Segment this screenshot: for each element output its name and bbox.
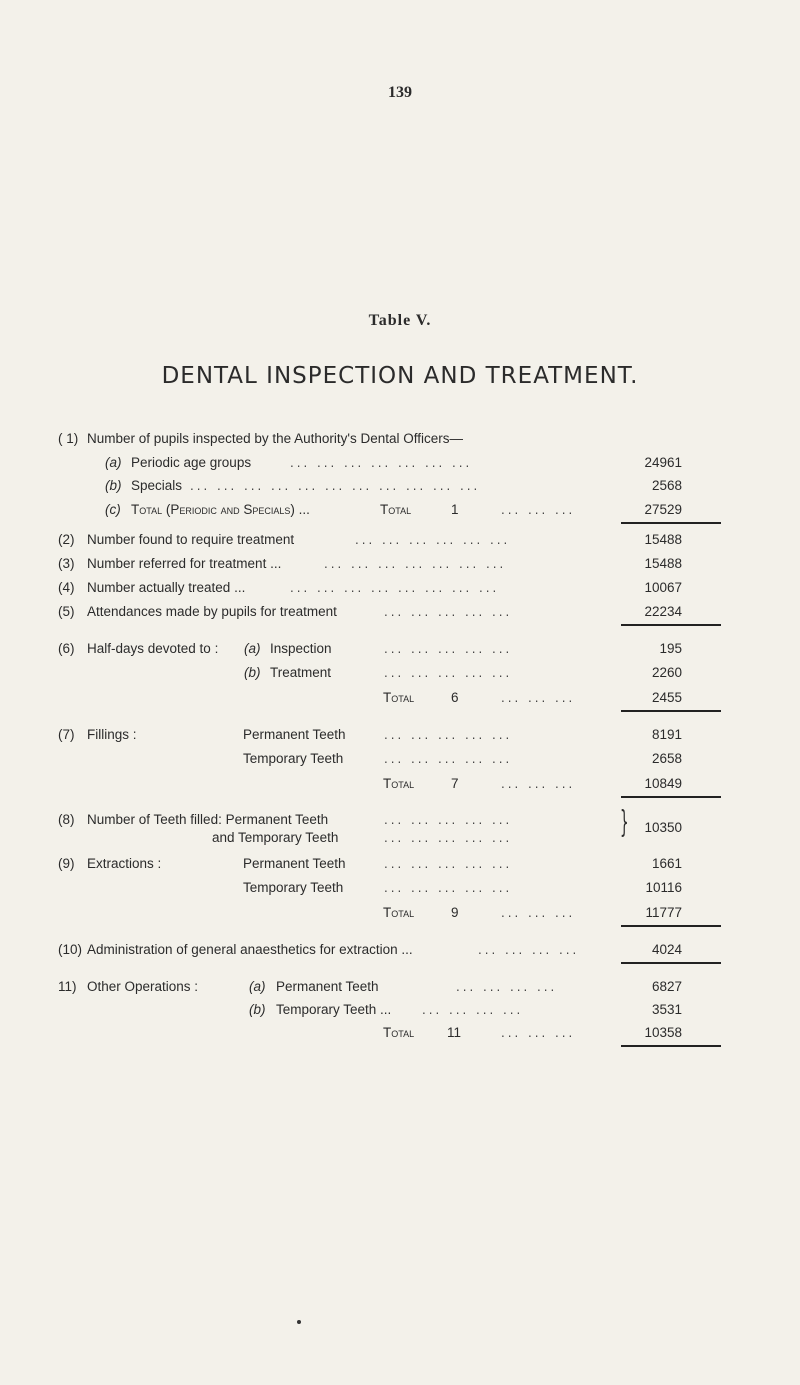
leader-dots: ... ... ... ... ... — [384, 604, 513, 619]
total-rule — [621, 925, 721, 927]
item-11b-tag: (b) — [249, 1002, 266, 1017]
page-title: DENTAL INSPECTION AND TREATMENT. — [161, 363, 639, 389]
item-11a-tag: (a) — [249, 979, 266, 994]
leader-dots: ... ... ... ... ... — [384, 641, 513, 656]
item-11b-label: Temporary Teeth ... — [276, 1002, 392, 1017]
item-3-value: 15488 — [644, 556, 682, 571]
table-label: Table V. — [368, 312, 432, 329]
item-9-label: Extractions : — [87, 856, 162, 871]
item-9-total-value: 11777 — [645, 905, 682, 920]
bleed-through-decoration — [190, 180, 196, 206]
item-number-4: (4) — [58, 580, 75, 595]
item-9a-value: 1661 — [651, 856, 682, 871]
leader-dots: ... ... ... ... ... ... ... — [290, 455, 473, 470]
item-number-9: (9) — [58, 856, 75, 871]
item-1-label: Number of pupils inspected by the Authority's Dental Officers— — [87, 431, 464, 446]
leader-dots: ... ... ... ... ... ... ... ... ... ... ... — [190, 478, 481, 493]
leader-dots: ... ... ... ... ... — [384, 880, 513, 895]
leader-dots: ... ... ... ... ... ... ... ... — [290, 580, 500, 595]
item-number-6: (6) — [58, 641, 75, 656]
total-rule — [621, 1045, 721, 1047]
item-number-7: (7) — [58, 727, 75, 742]
item-8-label: Number of Teeth filled: Permanent Teeth — [87, 812, 329, 827]
item-6b-label: Treatment — [270, 665, 332, 680]
item-11b-value: 3531 — [651, 1002, 682, 1017]
item-7b-label: Temporary Teeth — [243, 751, 344, 766]
item-6-label: Half-days devoted to : — [87, 641, 219, 656]
item-8-value: 10350 — [644, 820, 682, 835]
item-2-value: 15488 — [644, 532, 682, 547]
leader-dots: ... ... ... ... ... ... ... — [324, 556, 507, 571]
item-6-total-value: 2455 — [651, 690, 682, 705]
leader-dots: ... ... ... ... ... — [384, 665, 513, 680]
item-11a-value: 6827 — [651, 979, 682, 994]
page-number: 139 — [388, 84, 412, 101]
item-1a-tag: (a) — [105, 455, 122, 470]
total-rule — [621, 710, 721, 712]
total-rule — [621, 624, 721, 626]
leader-dots: ... ... ... — [501, 502, 576, 517]
total-rule — [621, 522, 721, 524]
item-6a-value: 195 — [659, 641, 682, 656]
item-1b-tag: (b) — [105, 478, 122, 493]
item-1a-value: 24961 — [644, 455, 682, 470]
item-9a-label: Permanent Teeth — [243, 856, 346, 871]
total-rule — [621, 796, 721, 798]
print-speck — [297, 1320, 301, 1324]
item-1b-value: 2568 — [651, 478, 682, 493]
leader-dots: ... ... ... ... — [456, 979, 558, 994]
item-9-total-label: Total — [383, 905, 415, 920]
item-6-total-number: 6 — [451, 690, 459, 705]
item-6-total-label: Total — [383, 690, 415, 705]
item-4-label: Number actually treated ... — [87, 580, 246, 595]
item-6a-label: Inspection — [270, 641, 332, 656]
item-9-total-number: 9 — [451, 905, 459, 920]
item-6b-value: 2260 — [651, 665, 682, 680]
leader-dots: ... ... ... ... — [478, 942, 580, 957]
item-9b-value: 10116 — [645, 880, 682, 895]
item-7-total-value: 10849 — [644, 776, 682, 791]
item-1c-total-number: 1 — [451, 502, 459, 517]
item-1a-label: Periodic age groups — [131, 455, 252, 470]
item-5-label: Attendances made by pupils for treatment — [87, 604, 337, 619]
item-6a-tag: (a) — [244, 641, 261, 656]
leader-dots: ... ... ... — [501, 1025, 576, 1040]
item-number-10: (10) — [58, 942, 83, 957]
item-7-total-label: Total — [383, 776, 415, 791]
right-brace-icon: } — [620, 805, 629, 840]
item-11-total-number: 11 — [447, 1025, 462, 1040]
item-11a-label: Permanent Teeth — [276, 979, 379, 994]
item-7a-value: 8191 — [651, 727, 682, 742]
item-number-3: (3) — [58, 556, 75, 571]
item-7b-value: 2658 — [651, 751, 682, 766]
leader-dots: ... ... ... ... ... — [384, 812, 513, 827]
item-11-total-value: 10358 — [644, 1025, 682, 1040]
item-10-label: Administration of general anaesthetics for extraction ... — [87, 942, 413, 957]
item-number-1: ( 1) — [58, 431, 79, 446]
item-9b-label: Temporary Teeth — [243, 880, 344, 895]
item-number-11: 11) — [58, 979, 77, 994]
item-1c-total-label: Total — [380, 502, 412, 517]
item-11-label: Other Operations : — [87, 979, 199, 994]
item-6b-tag: (b) — [244, 665, 261, 680]
leader-dots: ... ... ... ... ... — [384, 751, 513, 766]
item-10-value: 4024 — [651, 942, 682, 957]
item-11-total-label: Total — [383, 1025, 415, 1040]
total-rule — [621, 962, 721, 964]
item-2-label: Number found to require treatment — [87, 532, 295, 547]
leader-dots: ... ... ... ... ... — [384, 856, 513, 871]
item-3-label: Number referred for treatment ... — [87, 556, 282, 571]
item-7-total-number: 7 — [451, 776, 459, 791]
leader-dots: ... ... ... ... ... — [384, 830, 513, 845]
item-7a-label: Permanent Teeth — [243, 727, 346, 742]
item-7-label: Fillings : — [87, 727, 137, 742]
leader-dots: ... ... ... — [501, 776, 576, 791]
item-number-2: (2) — [58, 532, 75, 547]
item-number-8: (8) — [58, 812, 75, 827]
item-4-value: 10067 — [644, 580, 682, 595]
leader-dots: ... ... ... ... — [422, 1002, 524, 1017]
leader-dots: ... ... ... — [501, 690, 576, 705]
item-8b-label: and Temporary Teeth — [212, 830, 339, 845]
leader-dots: ... ... ... ... ... — [384, 727, 513, 742]
item-1b-label: Specials — [131, 478, 183, 493]
item-number-5: (5) — [58, 604, 75, 619]
leader-dots: ... ... ... — [501, 905, 576, 920]
leader-dots: ... ... ... ... ... ... — [355, 532, 511, 547]
item-1c-label: Total (Periodic and Specials) ... — [131, 502, 310, 517]
item-5-value: 22234 — [644, 604, 682, 619]
item-1c-value: 27529 — [644, 502, 682, 517]
item-1c-tag: (c) — [105, 502, 121, 517]
